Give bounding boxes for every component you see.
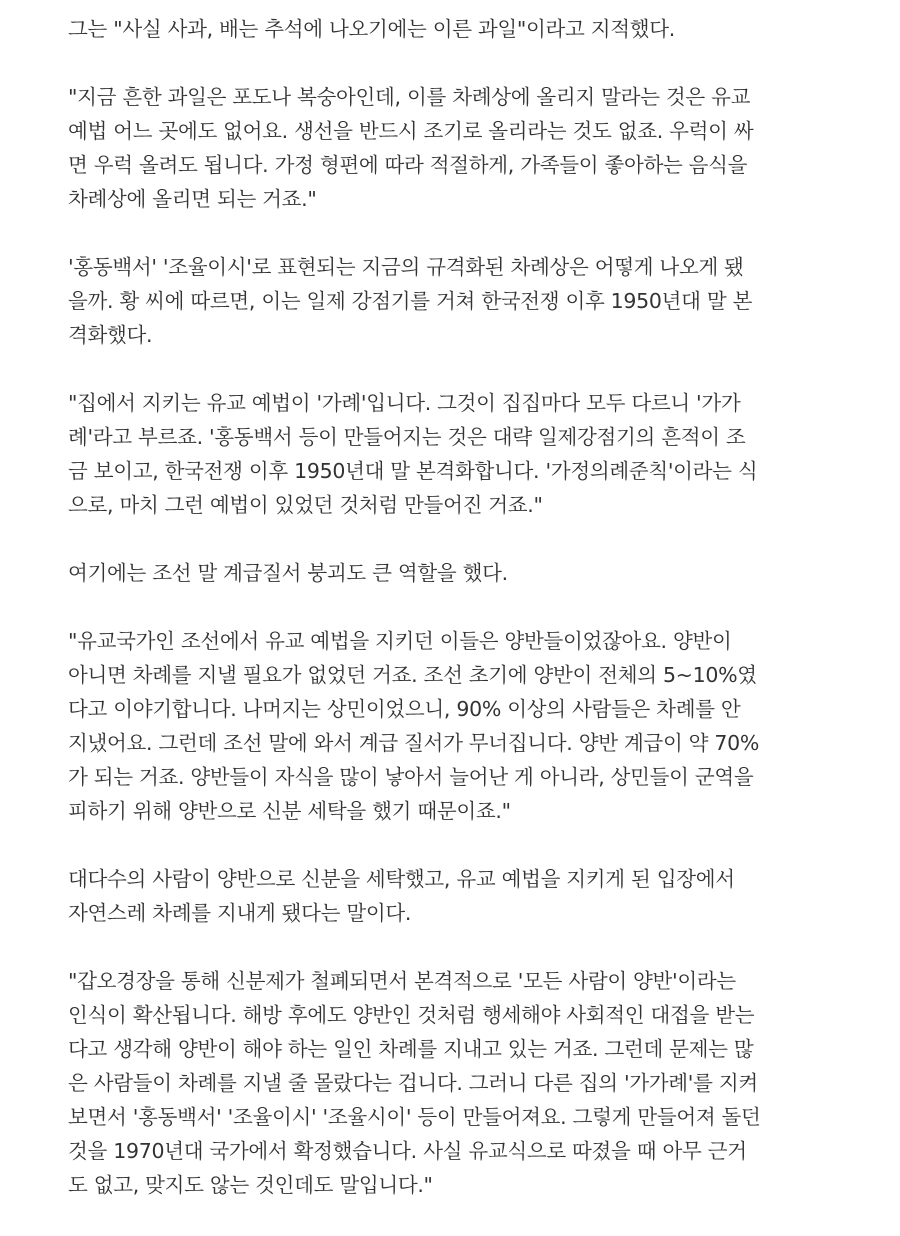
- article-paragraph: [68, 12, 890, 46]
- paragraph-line: 그는 "사실 사과, 배는 추석에 나오기에는 이른 과일"이라고 지적했다.: [68, 17, 676, 41]
- article-paragraph: [68, 964, 890, 1202]
- paragraph-line: 인식이 확산됩니다. 해방 후에도 양반인 것처럼 행세해야 사회적인 대접을 받는: [68, 1003, 755, 1027]
- paragraph-line: 가 되는 거죠. 양반들이 자식을 많이 낳아서 늘어난 게 아니라, 상민들이 군역을: [68, 765, 754, 789]
- paragraph-line: 은 사람들이 차례를 지낼 줄 몰랐다는 겁니다. 그러니 다른 집의 '가가례'를 지켜: [68, 1071, 758, 1095]
- paragraph-line: 지냈어요. 그런데 조선 말에 와서 계급 질서가 무너집니다. 양반 계급이 약 70%: [68, 731, 760, 755]
- paragraph-line: 여기에는 조선 말 계급질서 붕괴도 큰 역할을 했다.: [68, 561, 508, 585]
- paragraph-line: "유교국가인 조선에서 유교 예법을 지키던 이들은 양반들이었잖아요. 양반이: [68, 629, 732, 653]
- paragraph-line: 것을 1970년대 국가에서 확정했습니다. 사실 유교식으로 따졌을 때 아무 근거: [68, 1139, 747, 1163]
- article-paragraph: [68, 80, 890, 216]
- paragraph-line: 예법 어느 곳에도 없어요. 생선을 반드시 조기로 올리라는 것도 없죠. 우럭이 싸: [68, 119, 754, 143]
- paragraph-line: 으로, 마치 그런 예법이 있었던 것처럼 만들어진 거죠.": [68, 493, 543, 517]
- paragraph-line: 차례상에 올리면 되는 거죠.": [68, 187, 317, 211]
- article-paragraph: [68, 862, 890, 930]
- paragraph-line: 격화했다.: [68, 323, 153, 347]
- paragraph-line: '홍동백서' '조율이시'로 표현되는 지금의 규격화된 차례상은 어떻게 나오게 됐: [68, 255, 744, 279]
- paragraph-line: 다고 이야기합니다. 나머지는 상민이었으니, 90% 이상의 사람들은 차례를 안: [68, 697, 741, 721]
- paragraph-line: 자연스레 차례를 지내게 됐다는 말이다.: [68, 901, 412, 925]
- paragraph-line: 례'라고 부르죠. '홍동백서 등이 만들어지는 것은 대략 일제강점기의 흔적이 조: [68, 425, 746, 449]
- paragraph-line: 다고 생각해 양반이 해야 하는 일인 차례를 지내고 있는 거죠. 그런데 문제는 많: [68, 1037, 754, 1061]
- paragraph-line: 을까. 황 씨에 따르면, 이는 일제 강점기를 거쳐 한국전쟁 이후 1950년대 말 본: [68, 289, 753, 313]
- paragraph-line: 금 보이고, 한국전쟁 이후 1950년대 말 본격화합니다. '가정의례준칙'이라는 식: [68, 459, 758, 483]
- paragraph-line: "집에서 지키는 유교 예법이 '가례'입니다. 그것이 집집마다 모두 다르니 '가가: [68, 391, 741, 415]
- article-paragraph: [68, 250, 890, 352]
- paragraph-line: 아니면 차례를 지낼 필요가 없었던 거죠. 조선 초기에 양반이 전체의 5~10%였: [68, 663, 757, 687]
- article-body: [68, 12, 890, 1236]
- article-paragraph: [68, 624, 890, 828]
- paragraph-line: "갑오경장을 통해 신분제가 철폐되면서 본격적으로 '모든 사람이 양반'이라는: [68, 969, 736, 993]
- paragraph-line: 대다수의 사람이 양반으로 신분을 세탁했고, 유교 예법을 지키게 된 입장에서: [68, 867, 735, 891]
- paragraph-line: 면 우럭 올려도 됩니다. 가정 형편에 따라 적절하게, 가족들이 좋아하는 음식을: [68, 153, 748, 177]
- paragraph-line: 도 없고, 맞지도 않는 것인데도 말입니다.": [68, 1173, 433, 1197]
- paragraph-line: 보면서 '홍동백서' '조율이시' '조율시이' 등이 만들어져요. 그렇게 만들어져 돌던: [68, 1105, 761, 1129]
- article-paragraph: [68, 386, 890, 522]
- paragraph-line: 피하기 위해 양반으로 신분 세탁을 했기 때문이죠.": [68, 799, 511, 823]
- paragraph-line: "지금 흔한 과일은 포도나 복숭아인데, 이를 차례상에 올리지 말라는 것은 유교: [68, 85, 751, 109]
- article-paragraph: [68, 556, 890, 590]
